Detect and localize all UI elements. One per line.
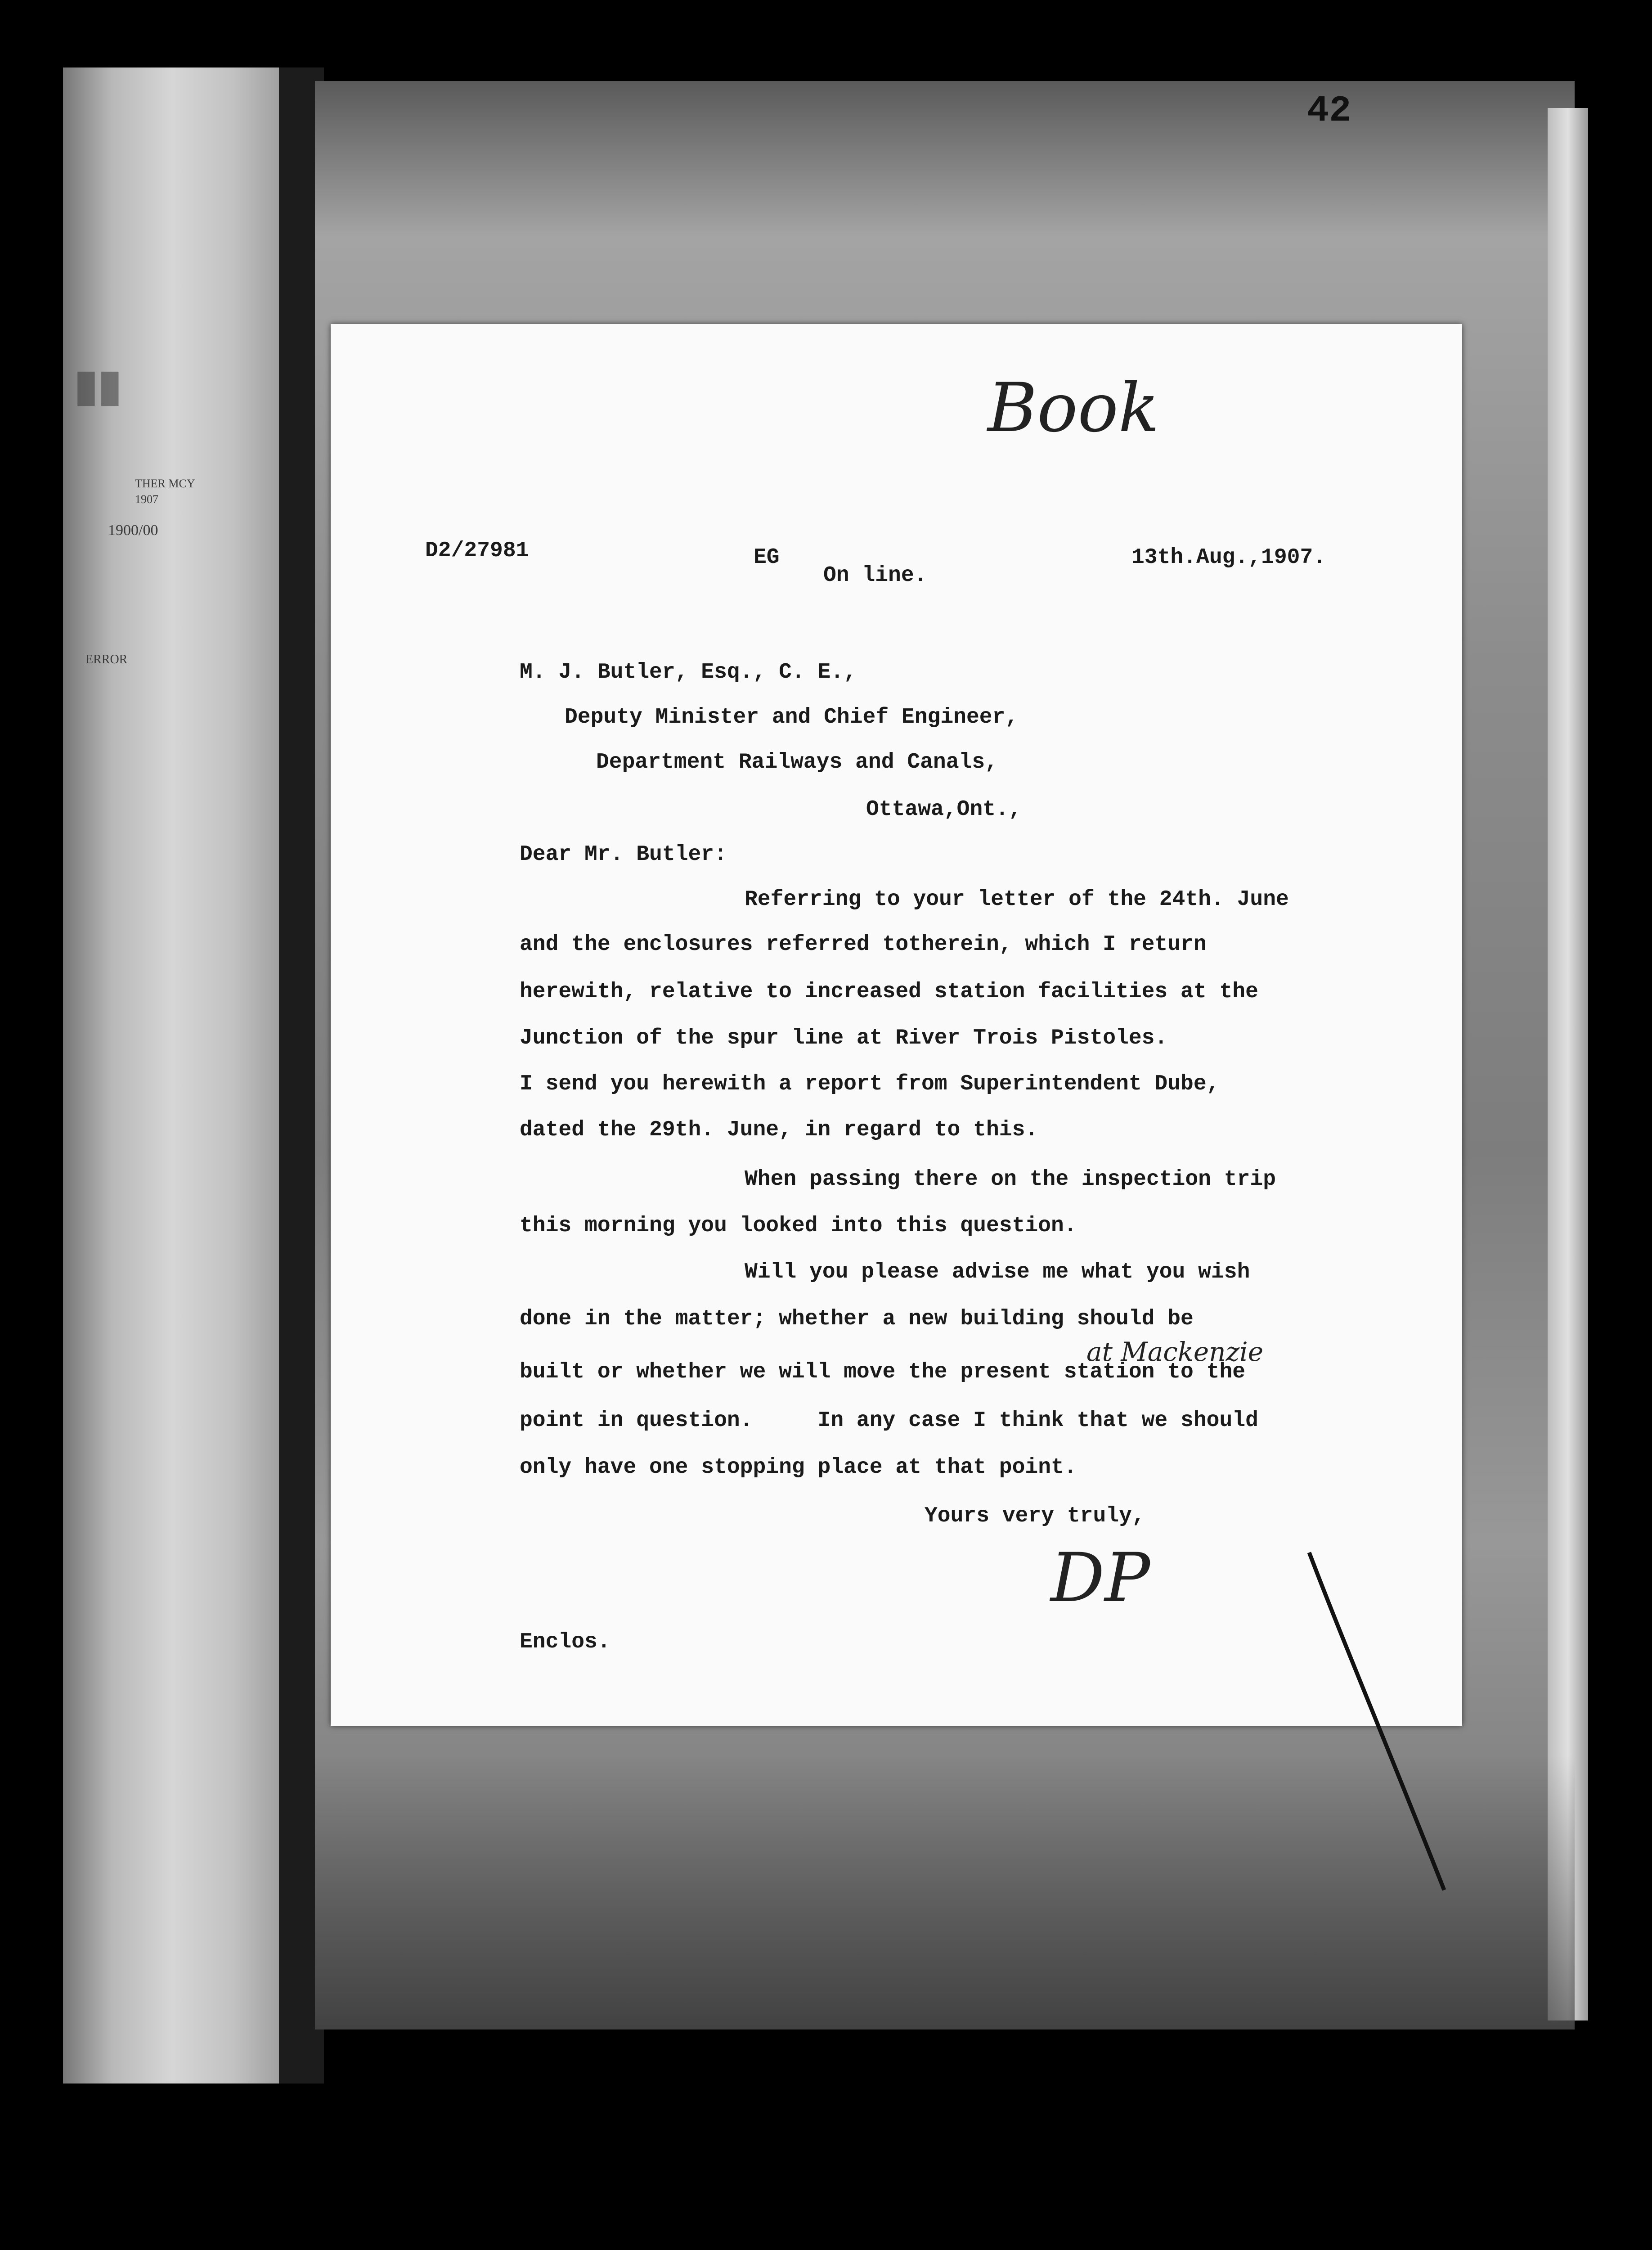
spine-text-4: ERROR — [85, 652, 128, 666]
body-line-5: I send you herewith a report from Superintendent Dube, — [520, 1072, 1220, 1096]
body-line-1: Referring to your letter of the 24th. June — [745, 887, 1289, 912]
clerk-initials: EG — [754, 545, 780, 570]
body-line-8: this morning you looked into this question. — [520, 1214, 1077, 1238]
body-line-10: done in the matter; whether a new building should be — [520, 1307, 1194, 1331]
handwritten-book-note: Book — [988, 369, 1159, 447]
recipient-city: Ottawa,Ont., — [866, 797, 1022, 822]
ink-stroke — [1305, 1548, 1453, 1899]
spine-text-1: THER MCY — [135, 477, 195, 490]
recipient-title: Deputy Minister and Chief Engineer, — [565, 705, 1019, 729]
book-page-edge — [1548, 108, 1588, 2020]
closing: Yours very truly, — [925, 1504, 1145, 1528]
body-line-3: herewith, relative to increased station facilities at the — [520, 980, 1258, 1004]
folio-number: 42 — [1307, 90, 1351, 132]
letter-sheet — [331, 324, 1462, 1726]
body-line-9: Will you please advise me what you wish — [745, 1260, 1250, 1284]
recipient-department: Department Railways and Canals, — [596, 750, 998, 774]
recipient-name: M. J. Butler, Esq., C. E., — [520, 660, 857, 684]
enclosure-note: Enclos. — [520, 1630, 611, 1654]
spine-text-2: 1907 — [135, 493, 158, 506]
file-number: D2/27981 — [425, 539, 529, 563]
spine-text-3: 1900/00 — [108, 522, 158, 539]
body-line-11: built or whether we will move the present station to the — [520, 1360, 1246, 1384]
body-line-7: When passing there on the inspection trip — [745, 1167, 1276, 1192]
spine-stamp: ▮▮ — [74, 361, 122, 410]
handwritten-insert: at Mackenzie — [1086, 1336, 1264, 1367]
body-line-2: and the enclosures referred totherein, which I return — [520, 932, 1207, 957]
letter-date: 13th.Aug.,1907. — [1131, 545, 1326, 570]
body-line-13: only have one stopping place at that point. — [520, 1455, 1077, 1480]
signature-initials: DP — [1050, 1539, 1150, 1617]
body-line-12: point in question. In any case I think that we should — [520, 1408, 1258, 1433]
salutation: Dear Mr. Butler: — [520, 842, 727, 867]
body-line-4: Junction of the spur line at River Trois Pistoles. — [520, 1026, 1168, 1050]
body-line-6: dated the 29th. June, in regard to this. — [520, 1118, 1038, 1142]
line-note: On line. — [823, 563, 927, 588]
